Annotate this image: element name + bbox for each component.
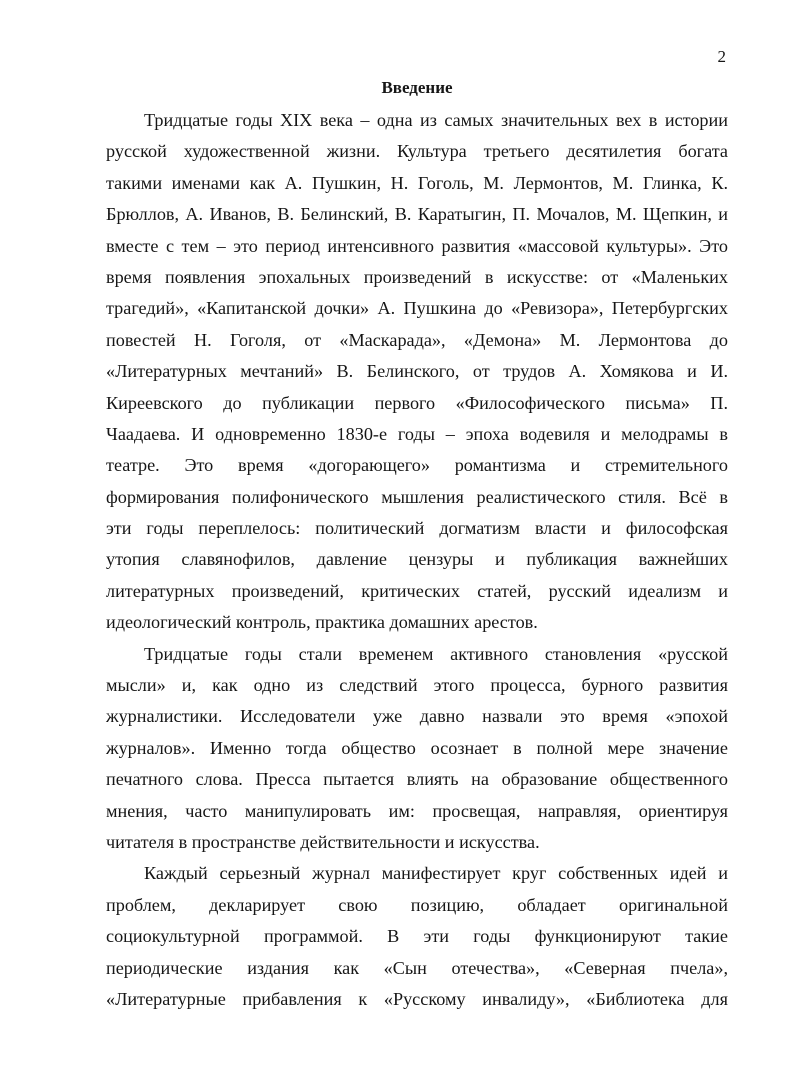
section-heading: Введение [381,78,453,97]
text-line: журналов». Именно тогда общество осознает в полной мере значение [106,737,728,758]
text-line: периодические издания как «Сын отечества», «Северная пчела», [106,957,728,978]
text-line: трагедий», «Капитанской дочки» А. Пушкина до «Ревизора», Петербургских [106,298,728,319]
text-line: повестей Н. Гоголя, от «Маскарада», «Демона» М. Лермонтова до [106,329,728,350]
text-line: вместе с тем – это период интенсивного развития «массовой культуры». Это [106,235,728,256]
text-line: «Литературные прибавления к «Русскому инвалиду», «Библиотека для [106,988,728,1009]
text-line: русской художественной жизни. Культура третьего десятилетия богата [106,141,728,162]
text-line: такими именами как А. Пушкин, Н. Гоголь, М. Лермонтов, М. Глинка, К. [106,172,728,193]
text-line: театре. Это время «догорающего» романтизма и стремительного [106,455,728,476]
text-line: время появления эпохальных произведений в искусстве: от «Маленьких [106,266,728,287]
text-line: «Литературных мечтаний» В. Белинского, от трудов А. Хомякова и И. [106,361,728,382]
text-line: литературных произведений, критических статей, русский идеализм и [106,580,728,601]
text-line: Брюллов, А. Иванов, В. Белинский, В. Каратыгин, П. Мочалов, М. Щепкин, и [106,204,728,225]
text-line: Каждый серьезный журнал манифестирует круг собственных идей и [144,863,728,884]
text-line: Киреевского до публикации первого «Философического письма» П. [106,392,728,413]
text-line: идеологический контроль, практика домашних арестов. [106,612,538,633]
paragraph-1 [106,105,728,639]
text-line: эти годы переплелось: политический догматизм власти и философская [106,518,728,539]
text-line: мнения, часто манипулировать им: просвещая, направляя, ориентируя [106,800,728,821]
text-line: формирования полифонического мышления реалистического стиля. Всё в [106,486,728,507]
text-line: проблем, декларирует свою позицию, обладает оригинальной [106,894,728,915]
text-line: Тридцатые годы стали временем активного становления «русской [144,643,728,664]
text-line: журналистики. Исследователи уже давно назвали это время «эпохой [106,706,728,727]
paragraph-2 [106,639,728,859]
text-line: мысли» и, как одно из следствий этого процесса, бурного развития [106,675,728,696]
paragraph-3 [106,858,728,1015]
page-number: 2 [717,47,726,66]
text-line: утопия славянофилов, давление цензуры и публикация важнейших [106,549,728,570]
text-line: читателя в пространстве действительности и искусства. [106,831,540,852]
body-text [106,105,728,1015]
text-line: Чаадаева. И одновременно 1830-е годы – эпоха водевиля и мелодрамы в [106,423,728,444]
text-line: печатного слова. Пресса пытается влиять на образование общественного [106,769,728,790]
text-line: Тридцатые годы XIX века – одна из самых значительных вех в истории [144,110,728,130]
text-line: социокультурной программой. В эти годы функционируют такие [106,926,728,947]
